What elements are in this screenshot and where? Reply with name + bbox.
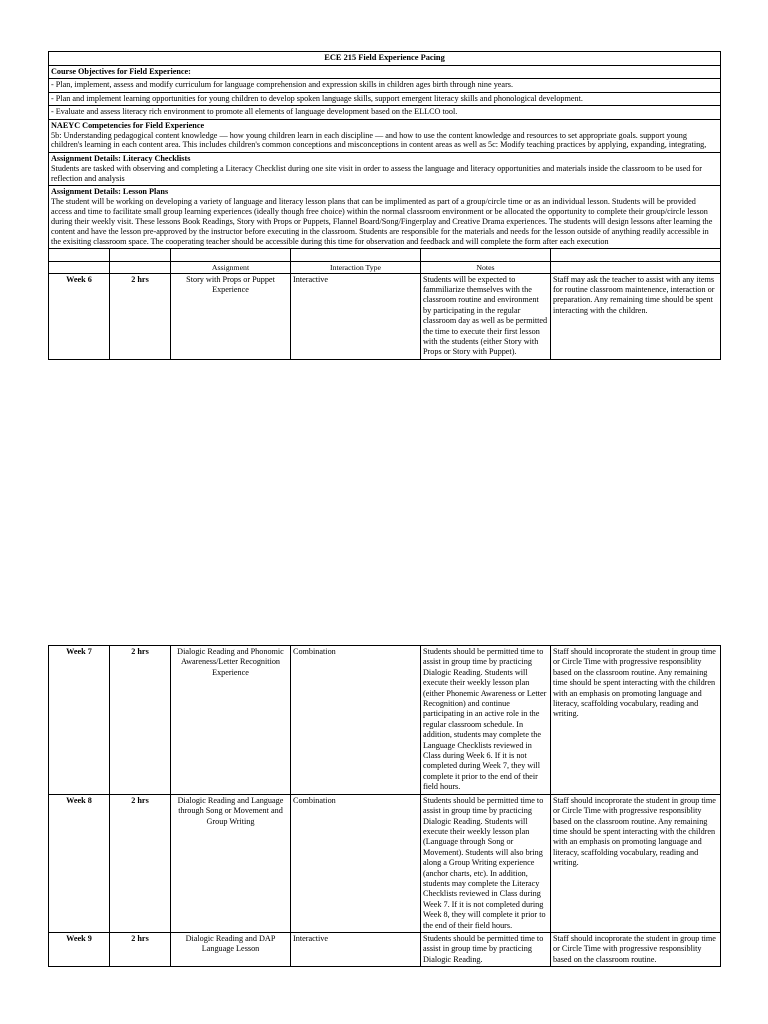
lesson-plans-section [49,185,721,248]
naeyc-heading: NAEYC Competencies for Field Experience [51,120,205,130]
notes-cell: Students should be permitted time to assist in group time by practicing Dialogic Reading. Students will execute their weekly lesson plan (either Phonemic Awareness or Letter Recognition) and continue participating in an active role in the regular classroom schedule. In addition, students may complete the Language Checklists reviewed in Class during Week 6. If it is not completed during Week 7, they will complete it prior to the end of their field hours. [421,646,551,795]
naeyc-section [49,119,721,152]
staff-cell: Staff should incoprorate the student in group time or Circle Time with progressive responsiblity based on the classroom routine. Any remaining time should be spent interacting with the children with an emphasis on promoting language and literacy, scaffolding vocabulary, reading and writing. [551,646,721,795]
blank-cell [291,248,421,261]
assignment-cell: Dialogic Reading and DAP Language Lesson [171,932,291,966]
header-assignment: Assignment [171,261,291,273]
blank-cell [49,248,110,261]
objective-item: - Plan, implement, assess and modify curriculum for language comprehension and expression skills in children ages birth through nine years. [49,79,721,92]
table-row [49,646,721,795]
checklists-body: Students are tasked with observing and completing a Literacy Checklist during one site visit in order to assess the language and literacy opportunities and materials inside the classroom to be used for reflection and analysis [51,163,702,183]
staff-cell: Staff should incoprorate the student in group time or Circle Time with progressive responsiblity based on the classroom routine. Any remaining time should be spent interacting with the children with an emphasis on promoting language and literacy, scaffolding vocabulary, reading and writing. [551,794,721,932]
blank-cell [110,248,171,261]
hours-cell: 2 hrs [110,273,171,359]
header-cell-week [49,261,110,273]
hours-cell: 2 hrs [110,794,171,932]
checklists-section [49,152,721,185]
checklists-heading: Assignment Details: Literacy Checklists [51,153,191,163]
pacing-table-top [48,51,721,360]
notes-cell: Students should be permitted time to assist in group time by practicing Dialogic Reading. [421,932,551,966]
week-cell: Week 7 [49,646,110,795]
table-row [49,794,721,932]
blank-cell [421,248,551,261]
blank-row [49,248,721,261]
hours-cell: 2 hrs [110,646,171,795]
document-title: ECE 215 Field Experience Pacing [49,52,721,66]
staff-cell: Staff should incoprorate the student in group time or Circle Time with progressive responsiblity based on the classroom routine. [551,932,721,966]
pacing-sheet-bottom [48,645,720,967]
table-row [49,932,721,966]
objective-item: - Plan and implement learning opportunities for young children to develop spoken language skills, support emergent literacy skills and phonological development. [49,92,721,105]
notes-cell: Students will be expected to fammiliarize themselves with the classroom routine and environment by participating in the regular classroom day as well as be permitted the time to execute their first lesson with the students (either Story with Props or Story with Puppet). [421,273,551,359]
interaction-cell: Combination [291,794,421,932]
week-cell: Week 6 [49,273,110,359]
objective-item: - Evaluate and assess literacy rich environment to promote all elements of language development based on the ELLCO tool. [49,106,721,119]
notes-cell: Students should be permitted time to assist in group time by practicing Dialogic Reading. Students will execute their weekly lesson plan (Language through Song or Movement). Students will also bring along a Group Writing experience (anchor charts, etc). In addition, students may complete the Literacy Checklists reviewed in Class during Week 7. If it is not completed during Week 8, they will complete it prior to the end of their field hours. [421,794,551,932]
staff-cell: Staff may ask the teacher to assist with any items for routine classroom maintenence, interaction or preparation. Any remaining time should be spent interacting with the children. [551,273,721,359]
blank-cell [551,248,721,261]
pacing-sheet-top [48,51,720,360]
hours-cell: 2 hrs [110,932,171,966]
interaction-cell: Interactive [291,932,421,966]
week-cell: Week 8 [49,794,110,932]
assignment-cell: Dialogic Reading and Phonomic Awareness/Letter Recognition Experience [171,646,291,795]
assignment-cell: Dialogic Reading and Language through Song or Movement and Group Writing [171,794,291,932]
naeyc-body: 5b: Understanding pedagogical content knowledge — how young children learn in each discipline — and how to use the content knowledge and resources to set appropriate goals. support young children's learning in each content area. This includes children's common conceptions and misconceptions in content areas as well as 5c: Modify teaching practices by applying, expanding, integrating, [51,130,707,150]
header-notes: Notes [421,261,551,273]
objectives-heading: Course Objectives for Field Experience: [49,66,721,79]
interaction-cell: Interactive [291,273,421,359]
lesson-plans-heading: Assignment Details: Lesson Plans [51,186,169,196]
blank-cell [171,248,291,261]
header-interaction-type: Interaction Type [291,261,421,273]
lesson-plans-body: The student will be working on developing a variety of language and literacy lesson plans that can be implimented as part of a group/circle time or as an individual lesson. Students will be provided access and time to facilitate small group learning experiences (ideally though free choice) within the normal classroom environment or be allocated the opportunity to complete their group/circle lesson during their weekly visit. These lessons Book Readings, Story with Props or Puppets, Flannel Board/Song/Fingerplay and Creative Drama experiences. The students will design lessons after learning the content and have the lesson pre-approved by the instructor before executing in the classroom. Students are responsible for the materials and needs for the lesson outside of anything readily accessible in the exisiting classroom space. The cooperating teacher should be accessible during this time for observation and feedback and will complete the form after each execution [51,196,713,246]
header-cell-staff [551,261,721,273]
header-cell-hours [110,261,171,273]
interaction-cell: Combination [291,646,421,795]
table-row [49,273,721,359]
column-header-row [49,261,721,273]
week-cell: Week 9 [49,932,110,966]
pacing-table-bottom [48,645,721,967]
assignment-cell: Story with Props or Puppet Experience [171,273,291,359]
